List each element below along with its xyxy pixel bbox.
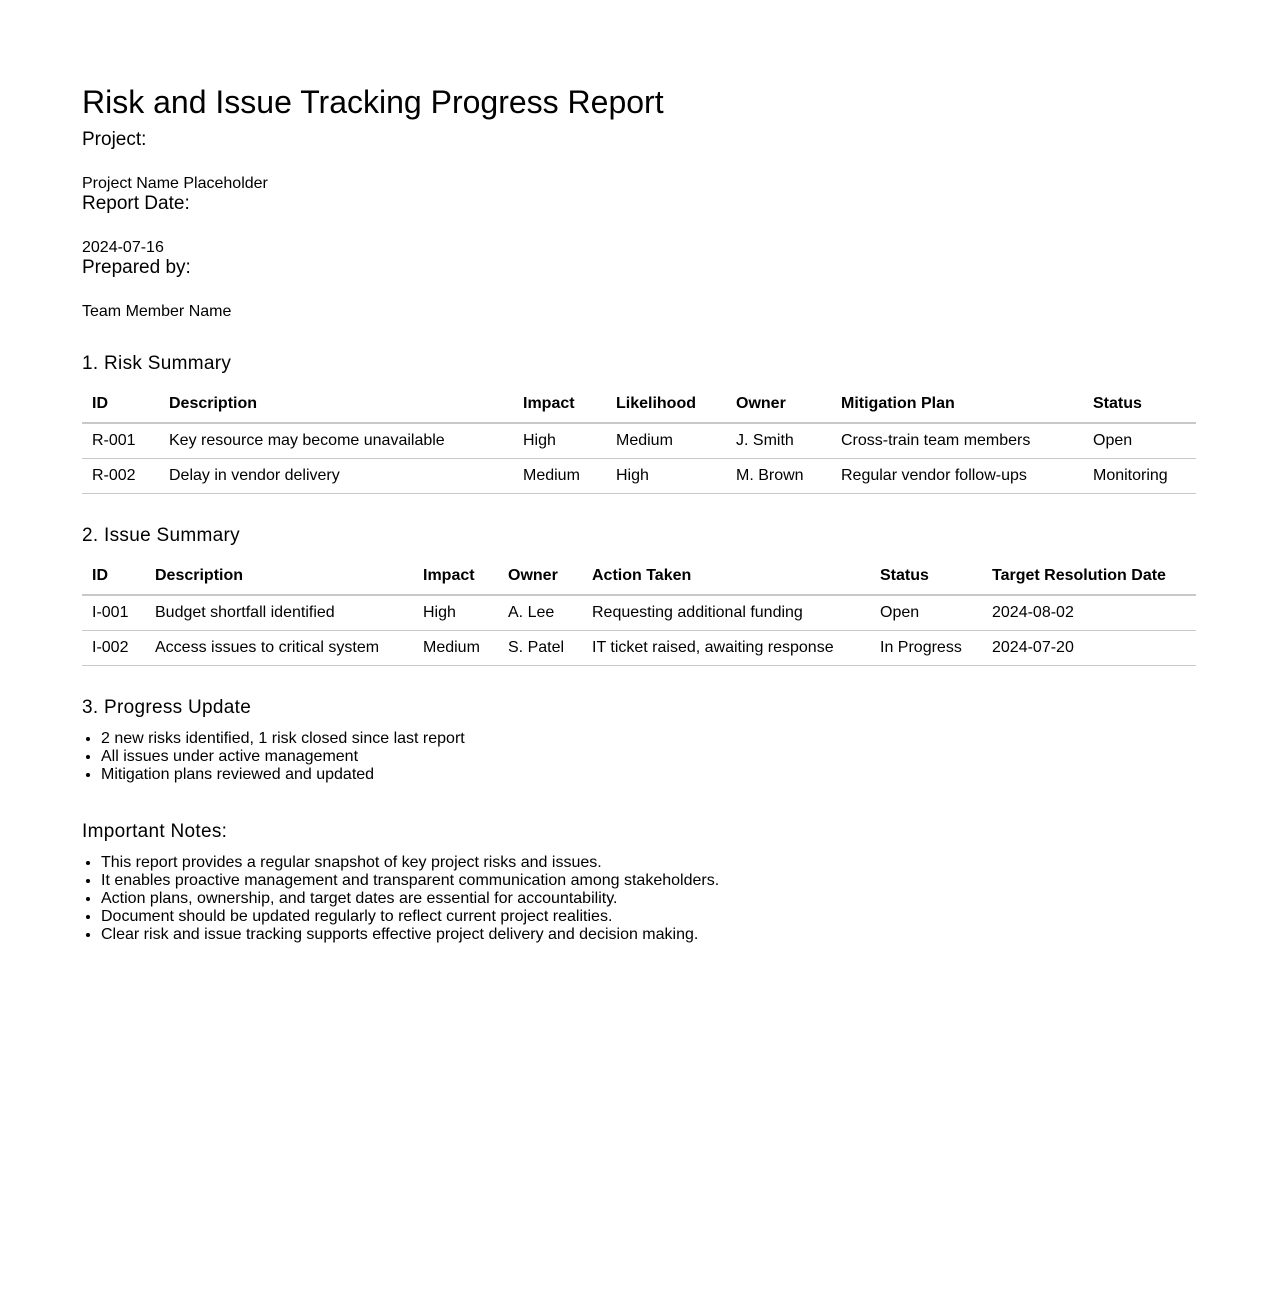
issue-impact-cell: High <box>413 595 498 631</box>
list-item: • Document should be updated regularly to reflect current project realities. <box>101 908 719 926</box>
list-item: • This report provides a regular snapshot of key project risks and issues. <box>101 854 719 872</box>
list-item: • 2 new risks identified, 1 risk closed since last report <box>101 730 465 748</box>
column-header-status: Status <box>1083 386 1196 423</box>
issue-owner-cell: S. Patel <box>498 631 582 666</box>
risk-id-cell: R-001 <box>82 423 159 459</box>
column-header-action-taken: Action Taken <box>582 558 870 595</box>
column-header-impact: Impact <box>513 386 606 423</box>
risk-impact-cell: Medium <box>513 459 606 494</box>
issue-status-cell: Open <box>870 595 982 631</box>
issue-id-cell: I-001 <box>82 595 145 631</box>
progress-update-list <box>82 730 465 784</box>
column-header-id: ID <box>82 386 159 423</box>
risk-likelihood-cell: Medium <box>606 423 726 459</box>
risk-owner-cell: M. Brown <box>726 459 831 494</box>
project-label: Project: <box>82 129 147 150</box>
report-date-value: 2024-07-16 <box>82 239 164 256</box>
issue-impact-cell: Medium <box>413 631 498 666</box>
progress-update-heading: 3. Progress Update <box>82 697 252 718</box>
table-row <box>82 595 1196 631</box>
list-item: • Clear risk and issue tracking supports effective project delivery and decision making. <box>101 926 719 944</box>
risk-summary-heading: 1. Risk Summary <box>82 353 232 374</box>
table-row <box>82 459 1196 494</box>
column-header-description: Description <box>159 386 513 423</box>
issue-owner-cell: A. Lee <box>498 595 582 631</box>
risk-description-cell: Delay in vendor delivery <box>159 459 513 494</box>
issue-summary-heading: 2. Issue Summary <box>82 525 240 546</box>
risk-mitigation-cell: Regular vendor follow-ups <box>831 459 1083 494</box>
risk-description-cell: Key resource may become unavailable <box>159 423 513 459</box>
important-notes-list <box>82 854 719 944</box>
column-header-id: ID <box>82 558 145 595</box>
risk-summary-table <box>82 386 1196 494</box>
report-date-label: Report Date: <box>82 193 190 214</box>
column-header-mitigation-plan: Mitigation Plan <box>831 386 1083 423</box>
column-header-description: Description <box>145 558 413 595</box>
important-notes-heading: Important Notes: <box>82 821 228 842</box>
issue-target-date-cell: 2024-08-02 <box>982 595 1196 631</box>
table-header-row <box>82 558 1196 595</box>
table-row <box>82 423 1196 459</box>
report-title: Risk and Issue Tracking Progress Report <box>82 84 664 120</box>
issue-target-date-cell: 2024-07-20 <box>982 631 1196 666</box>
risk-likelihood-cell: High <box>606 459 726 494</box>
table-header-row <box>82 386 1196 423</box>
column-header-status: Status <box>870 558 982 595</box>
risk-owner-cell: J. Smith <box>726 423 831 459</box>
risk-mitigation-cell: Cross-train team members <box>831 423 1083 459</box>
column-header-likelihood: Likelihood <box>606 386 726 423</box>
risk-id-cell: R-002 <box>82 459 159 494</box>
issue-description-cell: Access issues to critical system <box>145 631 413 666</box>
issue-id-cell: I-002 <box>82 631 145 666</box>
column-header-owner: Owner <box>498 558 582 595</box>
project-value: Project Name Placeholder <box>82 175 268 192</box>
risk-status-cell: Open <box>1083 423 1196 459</box>
table-row <box>82 631 1196 666</box>
issue-description-cell: Budget shortfall identified <box>145 595 413 631</box>
issue-summary-table <box>82 558 1196 666</box>
issue-action-cell: IT ticket raised, awaiting response <box>582 631 870 666</box>
column-header-owner: Owner <box>726 386 831 423</box>
risk-status-cell: Monitoring <box>1083 459 1196 494</box>
column-header-impact: Impact <box>413 558 498 595</box>
list-item: • Action plans, ownership, and target dates are essential for accountability. <box>101 890 719 908</box>
issue-action-cell: Requesting additional funding <box>582 595 870 631</box>
list-item: • All issues under active management <box>101 748 465 766</box>
prepared-by-label: Prepared by: <box>82 257 191 278</box>
prepared-by-value: Team Member Name <box>82 303 232 320</box>
list-item: • It enables proactive management and transparent communication among stakeholders. <box>101 872 719 890</box>
list-item: • Mitigation plans reviewed and updated <box>101 766 465 784</box>
column-header-target-resolution-date: Target Resolution Date <box>982 558 1196 595</box>
issue-status-cell: In Progress <box>870 631 982 666</box>
risk-impact-cell: High <box>513 423 606 459</box>
